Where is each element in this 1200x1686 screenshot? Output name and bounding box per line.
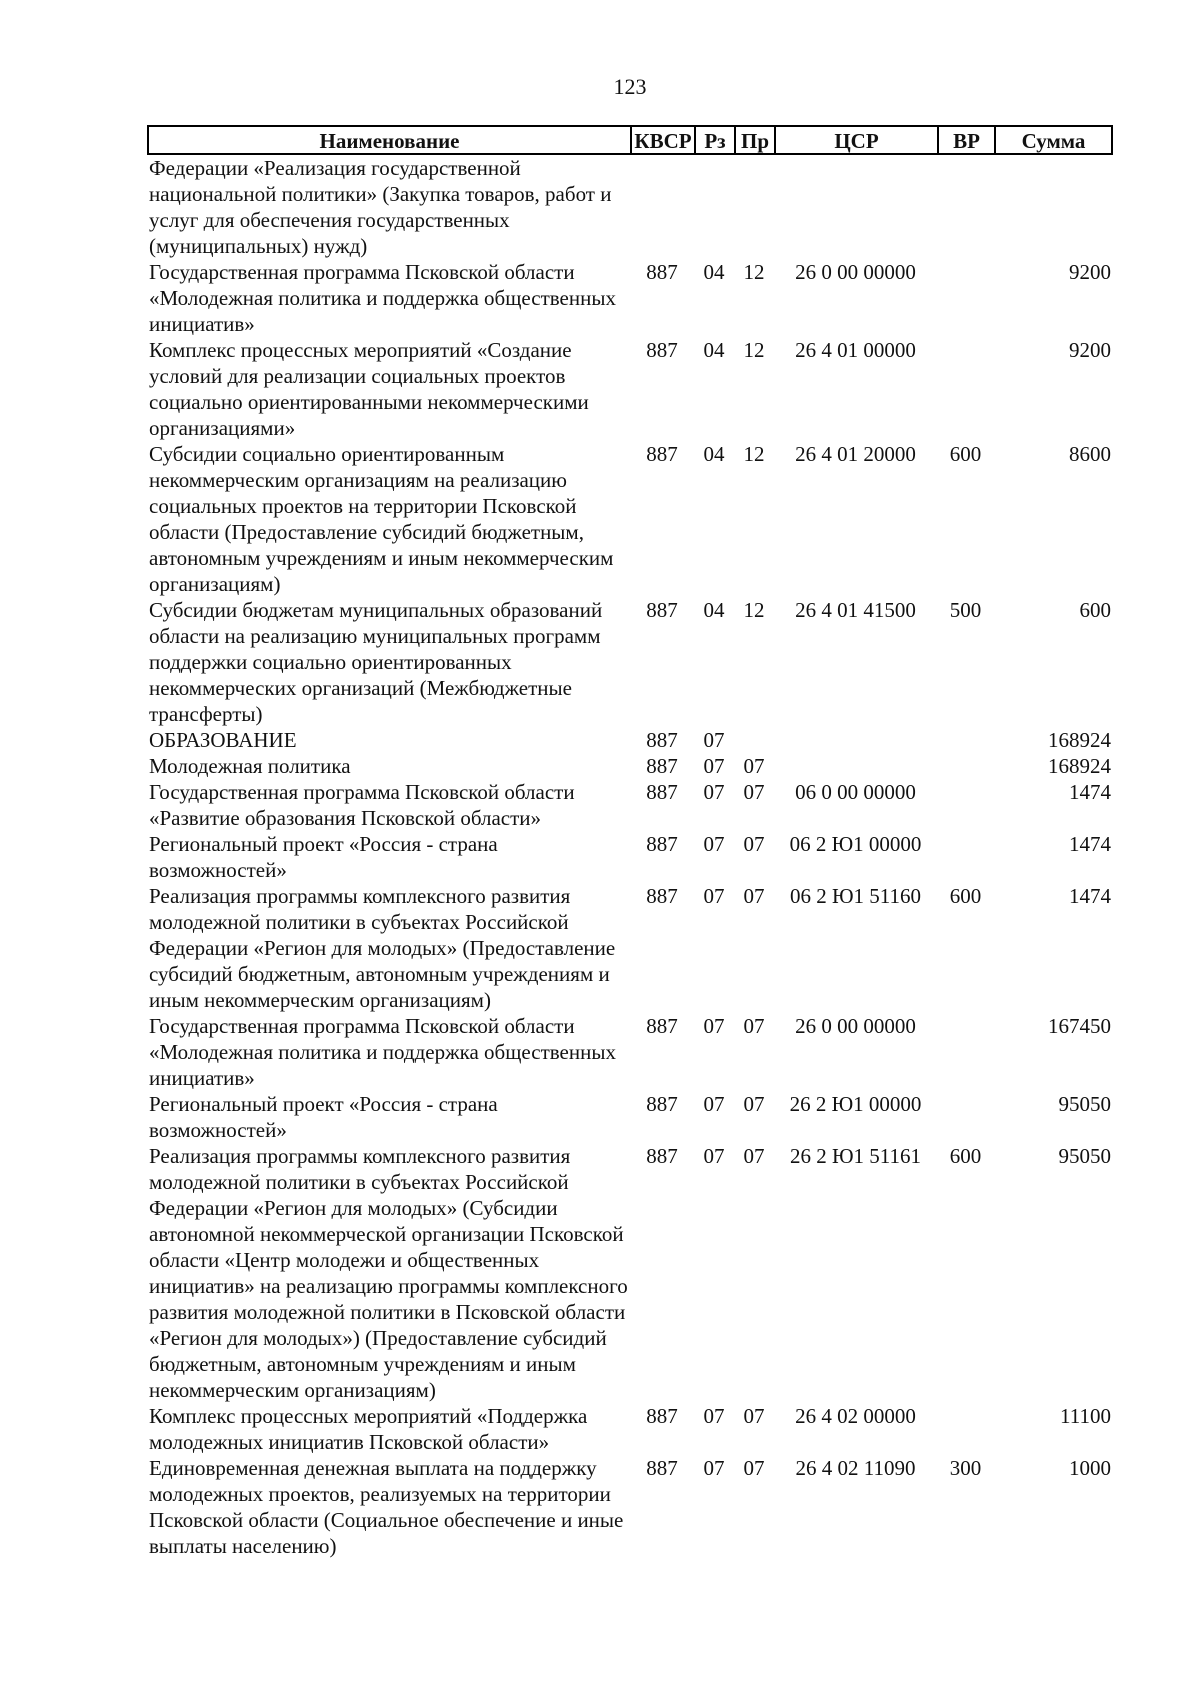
row-kvsr bbox=[630, 155, 694, 259]
table-row bbox=[147, 1143, 1113, 1403]
row-rz: 04 bbox=[703, 338, 725, 362]
table-row bbox=[147, 259, 1113, 337]
row-pr: 07 bbox=[743, 1456, 765, 1480]
table-header-row bbox=[147, 125, 1113, 155]
row-pr: 07 bbox=[743, 884, 765, 908]
table-row bbox=[147, 1455, 1113, 1559]
row-vr bbox=[937, 831, 994, 883]
row-rz: 07 bbox=[703, 754, 725, 778]
row-pr: 07 bbox=[743, 1404, 765, 1428]
row-sum: 168924 bbox=[1048, 754, 1111, 778]
row-sum: 600 bbox=[1079, 598, 1111, 622]
row-csr: 06 2 Ю1 51160 bbox=[789, 884, 922, 908]
row-csr: 26 2 Ю1 51161 bbox=[789, 1144, 922, 1168]
row-vr bbox=[937, 1013, 994, 1091]
row-csr bbox=[774, 727, 937, 753]
header-pr: Пр bbox=[734, 125, 774, 155]
row-pr: 12 bbox=[743, 260, 765, 284]
header-name: Наименование bbox=[147, 125, 630, 155]
row-rz: 04 bbox=[703, 442, 725, 466]
row-rz: 07 bbox=[703, 884, 725, 908]
row-sum: 8600 bbox=[1069, 442, 1111, 466]
header-kvsr: КВСР bbox=[630, 125, 694, 155]
row-rz: 07 bbox=[703, 1404, 725, 1428]
row-name: Федерации «Реализация государственной национальной политики» (Закупка товаров, работ и услуг для обеспечения государственных (муниципальных) нужд) bbox=[149, 156, 612, 258]
row-sum: 9200 bbox=[1069, 260, 1111, 284]
header-vr: ВР bbox=[937, 125, 994, 155]
row-vr bbox=[937, 1091, 994, 1143]
row-rz: 07 bbox=[703, 1092, 725, 1116]
row-pr bbox=[734, 727, 774, 753]
row-pr: 07 bbox=[743, 1144, 765, 1168]
row-pr: 07 bbox=[743, 832, 765, 856]
row-kvsr: 887 bbox=[646, 884, 678, 908]
row-sum: 167450 bbox=[1048, 1014, 1111, 1038]
row-pr: 12 bbox=[743, 338, 765, 362]
table-row bbox=[147, 1091, 1113, 1143]
row-csr: 26 4 02 00000 bbox=[795, 1404, 916, 1428]
header-sum: Сумма bbox=[994, 125, 1113, 155]
table-row bbox=[147, 155, 1113, 259]
row-csr: 26 4 01 00000 bbox=[795, 338, 916, 362]
row-kvsr: 887 bbox=[646, 1144, 678, 1168]
row-sum: 95050 bbox=[1058, 1144, 1111, 1168]
row-kvsr: 887 bbox=[646, 832, 678, 856]
row-vr: 300 bbox=[949, 1456, 982, 1480]
row-sum: 11100 bbox=[1060, 1404, 1111, 1428]
row-vr bbox=[937, 337, 994, 441]
row-kvsr: 887 bbox=[646, 780, 678, 804]
row-name: Региональный проект «Россия - страна возможностей» bbox=[149, 1092, 498, 1142]
row-kvsr: 887 bbox=[646, 1404, 678, 1428]
row-rz: 07 bbox=[703, 1014, 725, 1038]
row-sum bbox=[994, 155, 1113, 259]
row-kvsr: 887 bbox=[646, 442, 678, 466]
row-csr: 06 0 00 00000 bbox=[795, 780, 916, 804]
row-vr: 500 bbox=[949, 598, 982, 622]
row-name: Единовременная денежная выплата на поддержку молодежных проектов, реализуемых на территории Псковской области (Социальное обеспечение и иные выплаты населению) bbox=[149, 1456, 624, 1558]
row-name: Комплекс процессных мероприятий «Поддержка молодежных инициатив Псковской области» bbox=[149, 1404, 588, 1454]
row-rz: 04 bbox=[703, 260, 725, 284]
row-name: Региональный проект «Россия - страна возможностей» bbox=[149, 832, 498, 882]
row-vr bbox=[937, 727, 994, 753]
row-vr: 600 bbox=[949, 1144, 982, 1168]
row-kvsr: 887 bbox=[646, 338, 678, 362]
row-csr bbox=[774, 753, 937, 779]
row-csr: 26 2 Ю1 00000 bbox=[789, 1092, 922, 1116]
row-csr: 06 2 Ю1 00000 bbox=[789, 832, 922, 856]
row-sum: 168924 bbox=[1048, 728, 1111, 752]
row-csr: 26 0 00 00000 bbox=[795, 260, 916, 284]
row-name: Государственная программа Псковской области «Молодежная политика и поддержка общественных инициатив» bbox=[149, 1014, 616, 1090]
budget-table bbox=[147, 125, 1113, 1559]
row-name: ОБРАЗОВАНИЕ bbox=[149, 728, 297, 752]
row-vr bbox=[937, 779, 994, 831]
row-rz: 04 bbox=[703, 598, 725, 622]
row-rz: 07 bbox=[703, 1144, 725, 1168]
table-row bbox=[147, 753, 1113, 779]
row-sum: 95050 bbox=[1058, 1092, 1111, 1116]
row-csr: 26 4 02 11090 bbox=[795, 1456, 916, 1480]
row-sum: 1474 bbox=[1069, 832, 1111, 856]
row-name: Субсидии бюджетам муниципальных образований области на реализацию муниципальных программ поддержки социально ориентированных некоммерческих организаций (Межбюджетные трансферты) bbox=[149, 598, 603, 726]
row-kvsr: 887 bbox=[646, 598, 678, 622]
row-csr bbox=[774, 155, 937, 259]
row-vr: 600 bbox=[949, 884, 982, 908]
row-name: Реализация программы комплексного развития молодежной политики в субъектах Российской Федерации «Регион для молодых» (Предоставление субсидий бюджетным, автономным учреждениям и иным некоммерческим организациям) bbox=[149, 884, 616, 1012]
row-vr bbox=[937, 259, 994, 337]
row-rz bbox=[694, 155, 734, 259]
row-rz: 07 bbox=[703, 780, 725, 804]
table-row bbox=[147, 337, 1113, 441]
row-csr: 26 4 01 41500 bbox=[795, 598, 916, 622]
table-row bbox=[147, 883, 1113, 1013]
table-row bbox=[147, 1013, 1113, 1091]
row-name: Молодежная политика bbox=[149, 754, 351, 778]
row-vr bbox=[937, 1403, 994, 1455]
table-row bbox=[147, 779, 1113, 831]
row-kvsr: 887 bbox=[646, 1092, 678, 1116]
row-name: Государственная программа Псковской области «Развитие образования Псковской области» bbox=[149, 780, 575, 830]
row-name: Комплекс процессных мероприятий «Создание условий для реализации социальных проектов социально ориентированными некоммерческими организациями» bbox=[149, 338, 589, 440]
row-sum: 1474 bbox=[1069, 780, 1111, 804]
row-sum: 1474 bbox=[1069, 884, 1111, 908]
row-name: Реализация программы комплексного развития молодежной политики в субъектах Российской Федерации «Регион для молодых» (Субсидии автономной некоммерческой организации Псковской области «Центр молодежи и общественных инициатив» на реализацию программы комплексного развития молодежной политики в Псковской области «Регион для молодых») (Предоставление субсидий бюджетным, автономным учреждениям и иным некоммерческим организациям) bbox=[149, 1144, 628, 1402]
row-vr bbox=[937, 155, 994, 259]
header-rz: Рз bbox=[694, 125, 734, 155]
row-kvsr: 887 bbox=[646, 260, 678, 284]
page-number: 123 bbox=[613, 74, 647, 99]
row-rz: 07 bbox=[703, 728, 725, 752]
row-csr: 26 0 00 00000 bbox=[795, 1014, 916, 1038]
row-name: Государственная программа Псковской области «Молодежная политика и поддержка общественных инициатив» bbox=[149, 260, 616, 336]
row-pr: 07 bbox=[743, 754, 765, 778]
row-pr: 12 bbox=[743, 442, 765, 466]
row-name: Субсидии социально ориентированным некоммерческим организациям на реализацию социальных проектов на территории Псковской области (Предоставление субсидий бюджетным, автономным учреждениям и иным некоммерческим организациям) bbox=[149, 442, 614, 596]
row-kvsr: 887 bbox=[646, 1014, 678, 1038]
row-kvsr: 887 bbox=[646, 728, 678, 752]
row-sum: 9200 bbox=[1069, 338, 1111, 362]
row-sum: 1000 bbox=[1069, 1456, 1111, 1480]
header-csr: ЦСР bbox=[774, 125, 937, 155]
row-kvsr: 887 bbox=[646, 1456, 678, 1480]
row-pr: 12 bbox=[743, 598, 765, 622]
table-body bbox=[147, 155, 1113, 1559]
row-pr: 07 bbox=[743, 780, 765, 804]
table-row bbox=[147, 441, 1113, 597]
row-vr: 600 bbox=[949, 442, 982, 466]
row-kvsr: 887 bbox=[646, 754, 678, 778]
row-csr: 26 4 01 20000 bbox=[795, 442, 916, 466]
row-vr bbox=[937, 753, 994, 779]
row-pr: 07 bbox=[743, 1092, 765, 1116]
table-row bbox=[147, 831, 1113, 883]
row-pr bbox=[734, 155, 774, 259]
table-row bbox=[147, 727, 1113, 753]
row-rz: 07 bbox=[703, 1456, 725, 1480]
row-pr: 07 bbox=[743, 1014, 765, 1038]
table-row bbox=[147, 1403, 1113, 1455]
row-rz: 07 bbox=[703, 832, 725, 856]
table-row bbox=[147, 597, 1113, 727]
